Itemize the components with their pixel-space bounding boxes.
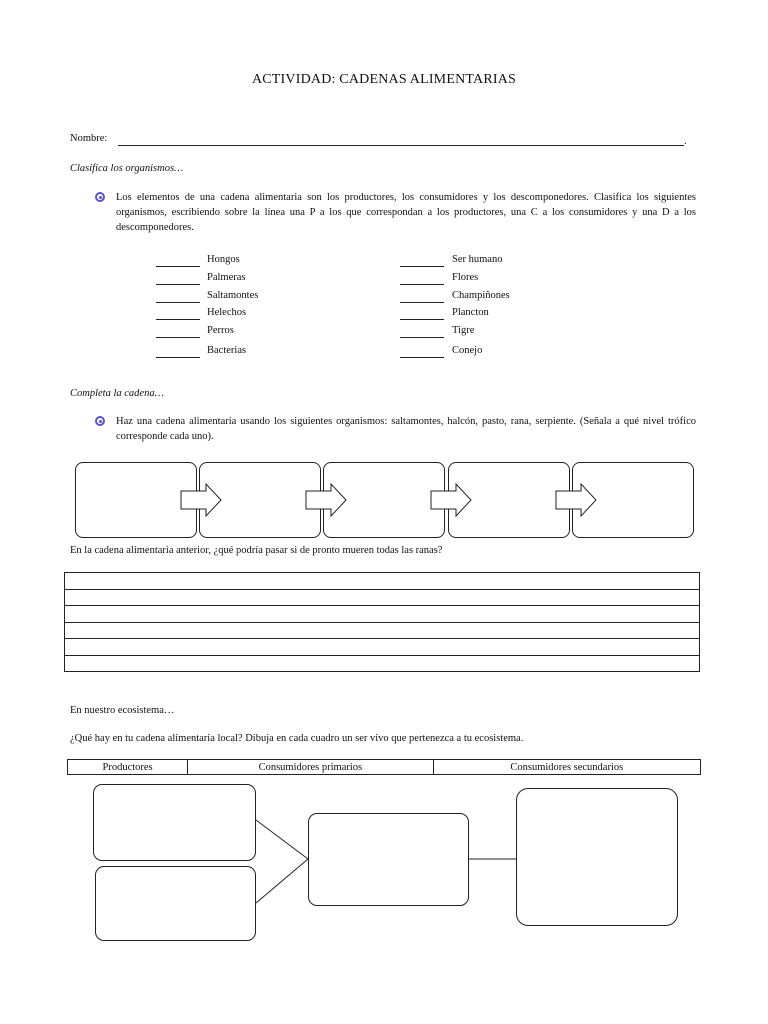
organism-label: Plancton [452,307,489,318]
organism-label: Palmeras [207,272,246,283]
organism-label: Hongos [207,254,240,265]
producer-box-2[interactable] [95,866,256,941]
producer-box-1[interactable] [93,784,256,861]
primary-consumer-box[interactable] [308,813,469,906]
organism-label: Conejo [452,345,483,356]
section2-instructions: Haz una cadena alimentaria usando los siguientes organismos: saltamontes, halcón, pasto, rana, serpiente. (Señala a qué nivel trófico corresponde cada uno). [116,416,696,442]
section3-heading: En nuestro ecosistema… [70,705,175,716]
organism-label: Champiñones [452,290,510,301]
nombre-label: Nombre: [70,133,108,144]
header-consumidores-secundarios: Consumidores secundarios [433,760,700,775]
organism-label: Bacterias [207,345,247,356]
section1-instructions: Los elementos de una cadena alimentaria son los productores, los consumidores y los descomponedores. Clasifica los siguientes organismos, escribiendo sobre la línea una P a los que correspondan a los productores, una C a los consumidores y una D a los descomponedores. [116,192,696,233]
nombre-end: . [684,136,687,147]
section2-heading: Completa la cadena… [70,388,164,399]
section3-question: ¿Qué hay en tu cadena alimentaria local? Dibuja en cada cuadro un ser vivo que pertenezca a tu ecosistema. [70,733,524,744]
organism-label: Flores [452,272,479,283]
organism-label: Ser humano [452,254,503,265]
page-title: ACTIVIDAD: CADENAS ALIMENTARIAS [251,72,517,87]
organism-label: Helechos [207,307,247,318]
header-productores: Productores [68,760,188,775]
secondary-consumer-box[interactable] [516,788,678,926]
organism-label: Perros [207,325,234,336]
organism-label: Tigre [452,325,475,336]
connector-line [256,820,308,859]
connector-line [256,859,308,903]
section2-question: En la cadena alimentaria anterior, ¿qué podría pasar si de pronto mueren todas las ranas? [70,545,443,556]
section1-heading: Clasifica los organismos… [70,163,184,174]
organism-label: Saltamontes [207,290,259,301]
header-consumidores-primarios: Consumidores primarios [188,760,433,775]
